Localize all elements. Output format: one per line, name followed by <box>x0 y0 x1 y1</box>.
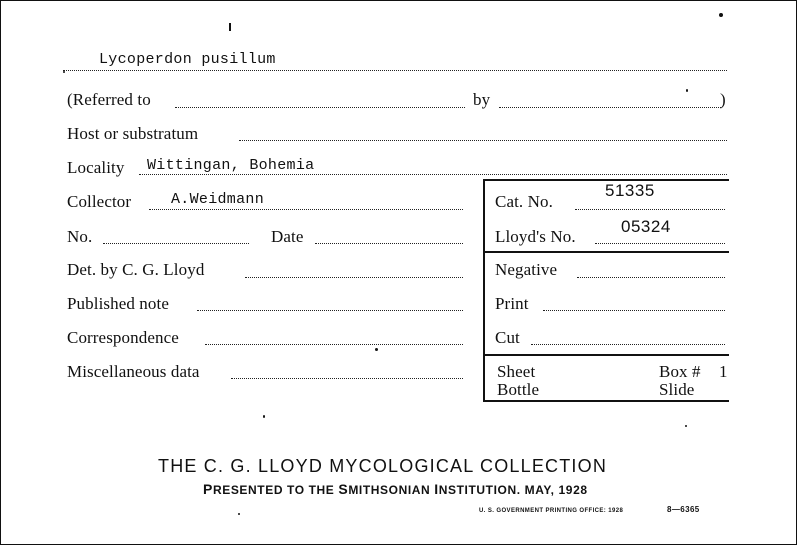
ink-speck <box>719 13 723 17</box>
misc-label: Miscellaneous data <box>67 362 200 381</box>
print-line <box>543 310 725 311</box>
catalog-box-lower-divider <box>483 354 729 356</box>
ink-speck <box>685 425 687 427</box>
ink-speck <box>229 23 231 31</box>
lloyds-no-value: 05324 <box>621 217 671 236</box>
collection-title: THE C. G. LLOYD MYCOLOGICAL COLLECTION <box>158 456 608 476</box>
cat-no-line <box>575 209 725 210</box>
bottle-label: Bottle <box>497 380 540 399</box>
locality-value: Wittingan, Bohemia <box>147 157 315 174</box>
subtitle-p: P <box>203 481 213 497</box>
published-line <box>197 310 463 311</box>
no-label: No. <box>67 227 93 246</box>
subtitle-mithsonian: MITHSONIAN <box>348 483 435 497</box>
catalog-box-bottom-border <box>483 400 729 402</box>
ink-speck <box>375 348 378 351</box>
ink-speck <box>263 415 265 418</box>
misc-line <box>231 378 463 379</box>
host-line <box>239 140 727 141</box>
correspondence-line <box>205 344 463 345</box>
negative-label: Negative <box>495 260 558 279</box>
collection-subtitle <box>203 481 588 497</box>
host-label: Host or substratum <box>67 124 199 143</box>
date-line <box>315 243 463 244</box>
no-line <box>103 243 249 244</box>
ink-speck <box>238 513 240 515</box>
slide-label: Slide <box>659 380 695 399</box>
referred-label: (Referred to <box>67 90 151 109</box>
cat-no-label: Cat. No. <box>495 192 553 211</box>
det-line <box>245 277 463 278</box>
close-paren: ) <box>720 90 726 109</box>
sheet-label: Sheet <box>497 362 536 381</box>
cat-no-value: 51335 <box>605 181 655 200</box>
cut-label: Cut <box>495 328 520 347</box>
subtitle-nstitution: NSTITUTION <box>438 483 517 497</box>
subtitle-date: . MAY, 1928 <box>516 483 588 497</box>
collector-value: A.Weidmann <box>171 191 265 208</box>
name-line <box>63 70 727 71</box>
cut-line <box>531 344 725 345</box>
print-label: Print <box>495 294 529 313</box>
form-number: 8—6365 <box>667 505 700 514</box>
by-label: by <box>473 90 491 109</box>
catalog-box-mid-divider <box>483 251 729 253</box>
locality-label: Locality <box>67 158 125 177</box>
correspondence-label: Correspondence <box>67 328 179 347</box>
published-label: Published note <box>67 294 169 313</box>
referred-line <box>175 107 465 108</box>
subtitle-i: I <box>434 481 439 497</box>
collector-label: Collector <box>67 192 132 211</box>
box-label: Box # <box>659 362 701 381</box>
ink-speck <box>63 71 65 73</box>
printing-office-note: U. S. GOVERNMENT PRINTING OFFICE: 1928 <box>479 508 624 514</box>
subtitle-s: S <box>338 481 349 497</box>
collector-line <box>149 209 463 210</box>
lloyds-no-line <box>595 243 725 244</box>
subtitle-resented: RESENTED TO THE <box>212 483 339 497</box>
specimen-name: Lycoperdon pusillum <box>99 51 276 68</box>
box-value: 1 <box>719 362 728 381</box>
det-label: Det. by C. G. Lloyd <box>67 260 205 279</box>
by-line <box>499 107 721 108</box>
lloyds-no-label: Lloyd's No. <box>495 227 576 246</box>
date-label: Date <box>271 227 304 246</box>
negative-line <box>577 277 725 278</box>
catalog-box-left-border <box>483 179 485 401</box>
ink-speck <box>686 89 688 92</box>
locality-line <box>139 174 727 175</box>
